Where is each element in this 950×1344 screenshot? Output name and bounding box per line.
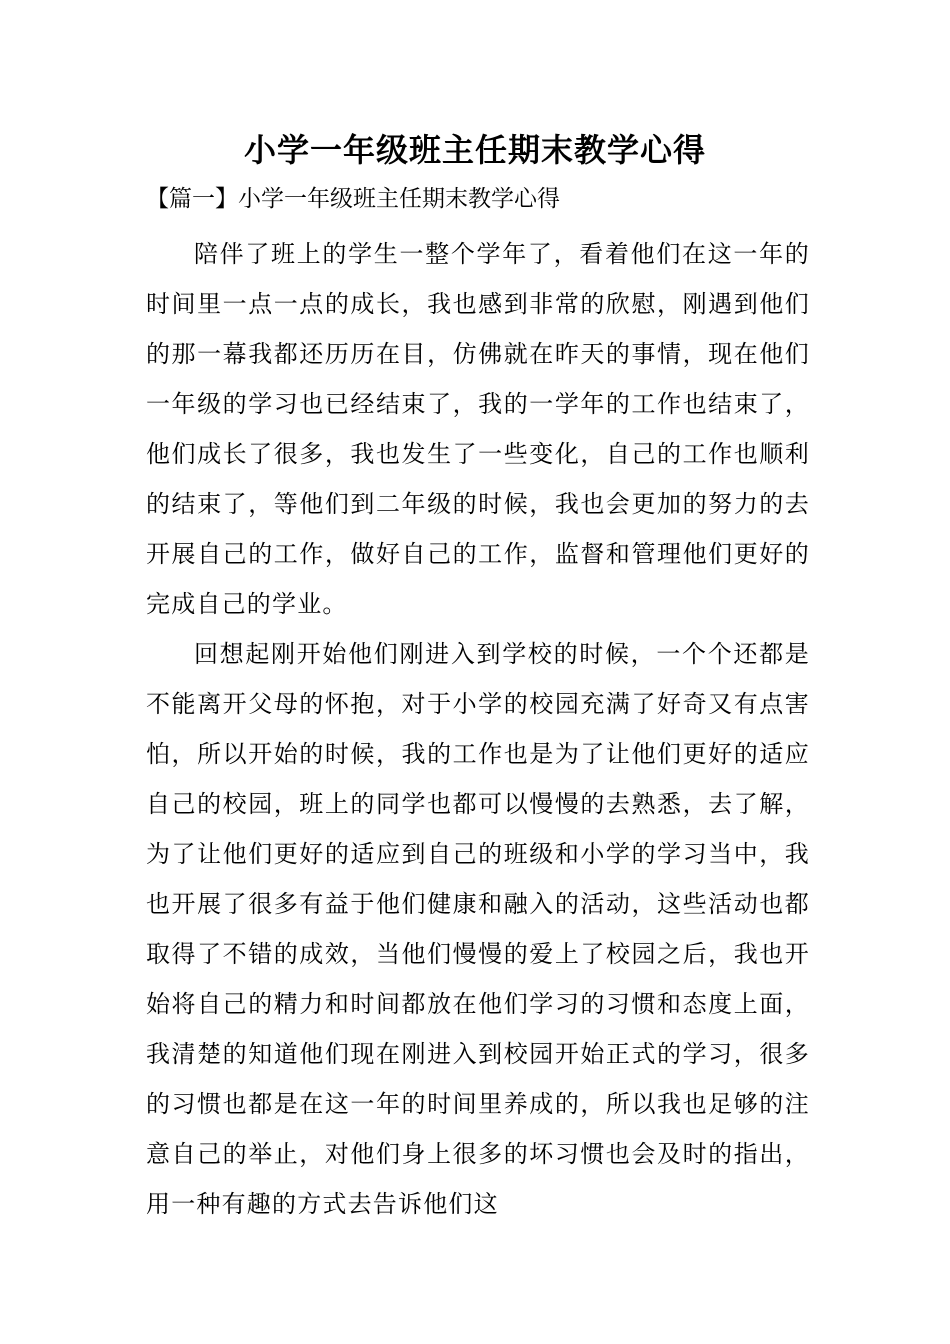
- paragraph-2: 回想起刚开始他们刚进入到学校的时候，一个个还都是不能离开父母的怀抱，对于小学的校园充满了好奇又有点害怕，所以开始的时候，我的工作也是为了让他们更好的适应自己的校园，班上的同学也都可以慢慢的去熟悉，去了解，为了让他们更好的适应到自己的班级和小学的学习当中，我也开展了很多有益于他们健康和融入的活动，这些活动也都取得了不错的成效，当他们慢慢的爱上了校园之后，我也开始将自己的精力和时间都放在他们学习的习惯和态度上面，我清楚的知道他们现在刚进入到校园开始正式的学习，很多的习惯也都是在这一年的时间里养成的，所以我也足够的注意自己的举止，对他们身上很多的坏习惯也会及时的指出，用一种有趣的方式去告诉他们这: [146, 640, 810, 1218]
- document-body: [146, 229, 810, 1229]
- section-heading: 【篇一】小学一年级班主任期末教学心得: [146, 186, 560, 212]
- paragraph-1: 陪伴了班上的学生一整个学年了，看着他们在这一年的时间里一点一点的成长，我也感到非常的欣慰，刚遇到他们的那一幕我都还历历在目，仿佛就在昨天的事情，现在他们一年级的学习也已经结束了，我的一学年的工作也结束了，他们成长了很多，我也发生了一些变化，自己的工作也顺利的结束了，等他们到二年级的时候，我也会更加的努力的去开展自己的工作，做好自己的工作，监督和管理他们更好的完成自己的学业。: [146, 240, 810, 618]
- document-title: 小学一年级班主任期末教学心得: [243, 131, 706, 169]
